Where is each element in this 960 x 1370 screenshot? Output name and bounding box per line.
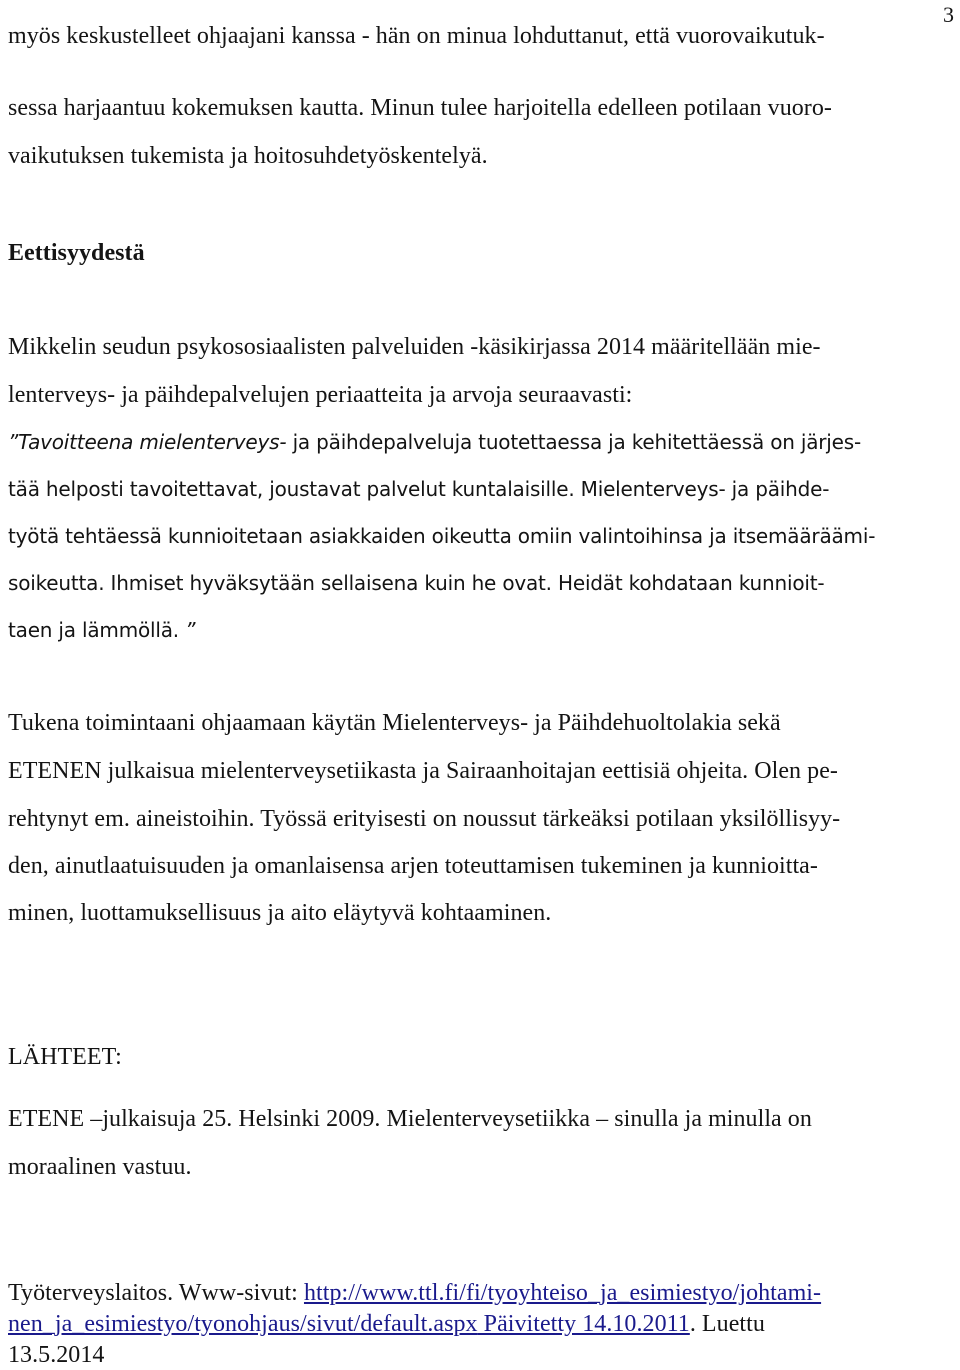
text-line: myös keskustelleet ohjaajani kanssa - hän on minua lohduttanut, että vuorovaikutuk- bbox=[8, 23, 825, 49]
reference-suffix: . Luettu bbox=[689, 1311, 765, 1337]
quote-end-text: taen ja lämmöllä. bbox=[8, 618, 179, 642]
text-line bbox=[8, 427, 861, 457]
text-line: rehtynyt em. aineistoihin. Työssä erityisesti on noussut tärkeäksi potilaan yksilöllisyy- bbox=[8, 806, 841, 832]
text-line: soikeutta. Ihmiset hyväksytään sellaisena kuin he ovat. Heidät kohdataan kunnioit- bbox=[8, 571, 825, 595]
reference-link[interactable]: http://www.ttl.fi/fi/tyoyhteiso_ja_esimiestyo/johtami- bbox=[303, 1280, 822, 1306]
references-heading: LÄHTEET: bbox=[8, 1044, 122, 1070]
reference-updated-date[interactable]: Päivitetty 14.10.2011 bbox=[477, 1311, 690, 1337]
text-line: työtä tehtäessä kunnioitetaan asiakkaiden oikeutta omiin valintoihinsa ja itsemääräämi- bbox=[8, 524, 876, 548]
reference-prefix: Työterveyslaitos. Www-sivut: bbox=[8, 1280, 304, 1306]
section-heading: Eettisyydestä bbox=[8, 240, 145, 266]
quote-italic-part: ”Tavoitteena mielenterveys- bbox=[8, 430, 287, 454]
text-line: minen, luottamuksellisuus ja aito eläytyvä kohtaaminen. bbox=[8, 900, 552, 926]
text-line: den, ainutlaatuisuuden ja omanlaisensa arjen toteuttamisen tukeminen ja kunnioitta- bbox=[8, 853, 818, 879]
text-line: moraalinen vastuu. bbox=[8, 1154, 192, 1180]
text-line: lenterveys- ja päihdepalvelujen periaatteita ja arvoja seuraavasti: bbox=[8, 382, 633, 408]
text-line: tää helposti tavoitettavat, joustavat palvelut kuntalaisille. Mielenterveys- ja päihde- bbox=[8, 477, 830, 501]
text-line: sessa harjaantuu kokemuksen kautta. Minun tulee harjoitella edelleen potilaan vuoro- bbox=[8, 95, 832, 121]
text-line: Tukena toimintaani ohjaamaan käytän Mielenterveys- ja Päihdehuoltolakia sekä bbox=[8, 710, 781, 736]
text-line: ETENE –julkaisuja 25. Helsinki 2009. Mielenterveysetiikka – sinulla ja minulla on bbox=[8, 1106, 812, 1132]
text-line: vaikutuksen tukemista ja hoitosuhdetyöskentelyä. bbox=[8, 143, 488, 169]
quote-rest: ja päihdepalveluja tuotettaessa ja kehitettäessä on järjes- bbox=[286, 430, 862, 454]
page-number: 3 bbox=[943, 2, 954, 27]
text-line bbox=[8, 1278, 821, 1308]
reference-link[interactable]: nen_ja_esimiestyo/tyonohjaus/sivut/default.aspx bbox=[8, 1311, 478, 1337]
text-line bbox=[8, 1309, 765, 1339]
closing-quote-mark: ” bbox=[185, 618, 196, 642]
text-line: Mikkelin seudun psykososiaalisten palveluiden -käsikirjassa 2014 määritellään mie- bbox=[8, 334, 821, 360]
text-line: ETENEN julkaisua mielenterveysetiikasta ja Sairaanhoitajan eettisiä ohjeita. Olen pe- bbox=[8, 758, 838, 784]
text-line: 13.5.2014 bbox=[8, 1342, 105, 1368]
text-line bbox=[8, 615, 195, 645]
